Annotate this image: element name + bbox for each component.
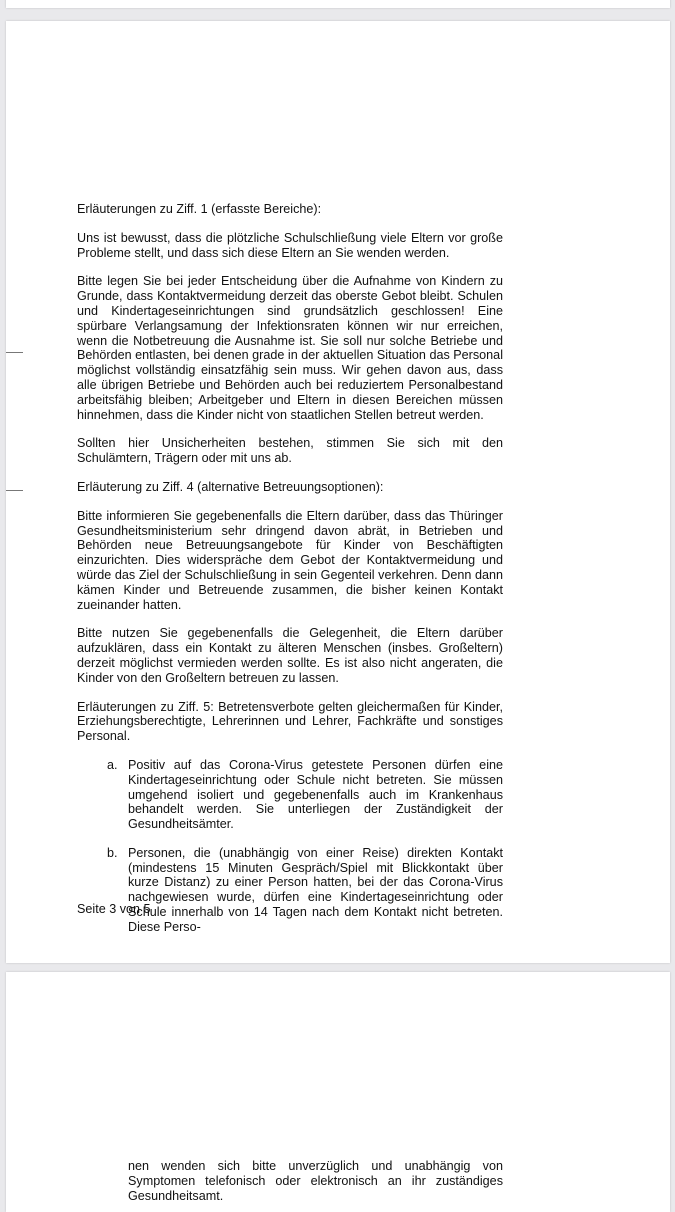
section-heading-ziff-4: Erläuterung zu Ziff. 4 (alternative Betreuungsoptionen): <box>77 479 384 494</box>
paragraph: Bitte nutzen Sie gegebenenfalls die Gelegenheit, die Eltern darüber aufzuklären, dass ein Kontakt zu älteren Menschen (insbes. Großeltern) derzeit möglichst vermieden werden sollte. Es ist also nicht angeraten, die Kinder von den Großeltern betreuen zu lassen. <box>77 626 503 685</box>
paragraph: Sollten hier Unsicherheiten bestehen, stimmen Sie sich mit den Schulämtern, Trägern oder mit uns ab. <box>77 436 503 466</box>
paragraph: Bitte informieren Sie gegebenenfalls die Eltern darüber, dass das Thüringer Gesundheitsministerium sehr dringend davon abrät, in Betrieben und Behörden neue Betreuungsangebote für Kinder von Beschäftigten einzurichten. Dies widerspräche dem Gebot der Kontaktvermeidung und würde das Ziel der Schulschließung in sein Gegenteil verkehren. Denn dann kämen Kinder und Betreuende zusammen, die bisher keinen Kontakt zueinander hatten. <box>77 508 503 612</box>
section-heading-ziff-5: Erläuterungen zu Ziff. 5: Betretensverbote gelten gleichermaßen für Kinder, Erziehungsberechtigte, Lehrerinnen und Lehrer, Fachkräfte und sonstiges Personal. <box>77 699 503 744</box>
list-marker: b. <box>107 845 118 860</box>
list-item-text: nen wenden sich bitte unverzüglich und unabhängig von Symptomen telefonisch oder elektronisch an ihr zuständiges Gesundheitsamt. <box>128 1159 503 1203</box>
list-marker: a. <box>107 757 118 772</box>
paragraph: Bitte legen Sie bei jeder Entscheidung über die Aufnahme von Kindern zu Grunde, dass Kontaktvermeidung derzeit das oberste Gebot bleibt. Schulen und Kindertageseinrichtungen sind grundsätzlich geschlossen! Eine spürbare Verlangsamung der Infektionsraten können wir nur erreichen, wenn die Notbetreuung die Ausnahme ist. Sie soll nur solche Betriebe und Behörden entlasten, bei denen grade in der aktuellen Situation das Personal möglichst vollständig einsatzfähig sein muss. Wir gehen davon aus, dass alle übrigen Betriebe und Behörden auch bei reduziertem Personalbestand arbeitsfähig bleiben; Arbeitgeber und Eltern in diesen Bereichen müssen hinnehmen, dass die Kinder nicht von staatlichen Stellen betreut werden. <box>77 274 503 422</box>
list-item-a <box>77 758 503 832</box>
previous-page-edge <box>6 0 670 8</box>
list-item-b-continuation <box>77 1159 503 1203</box>
list-item-text: Personen, die (unabhängig von einer Reise) direkten Kontakt (mindestens 15 Minuten Gespräch/Spiel mit Blickkontakt über kurze Distanz) zu einer Person hatten, bei der das Corona-Virus nachgewiesen wurde, dürfen eine Kindertageseinrichtung oder Schule innerhalb von 14 Tagen nach dem Kontakt nicht betreten. Diese Perso- <box>128 845 503 934</box>
document-page-4 <box>6 972 670 1212</box>
document-page-3 <box>6 21 670 963</box>
margin-mark <box>6 490 23 491</box>
section-heading-ziff-1: Erläuterungen zu Ziff. 1 (erfasste Bereiche): <box>77 202 322 216</box>
paragraph: Uns ist bewusst, dass die plötzliche Schulschließung viele Eltern vor große Probleme stellt, und dass sich diese Eltern an Sie wenden werden. <box>77 230 503 260</box>
list-item-text: Positiv auf das Corona-Virus getestete Personen dürfen eine Kindertageseinrichtung oder Schule nicht betreten. Sie müssen umgehend isoliert und gegebenenfalls auch im Krankenhaus behandelt werden. Sie unterliegen der Zuständigkeit der Gesundheitsämter. <box>128 757 503 832</box>
margin-mark <box>6 352 23 353</box>
page-body <box>77 1159 503 1203</box>
list-item-b <box>77 846 503 935</box>
page-number-footer: Seite 3 von 5 <box>77 902 151 916</box>
page-body <box>77 202 503 935</box>
